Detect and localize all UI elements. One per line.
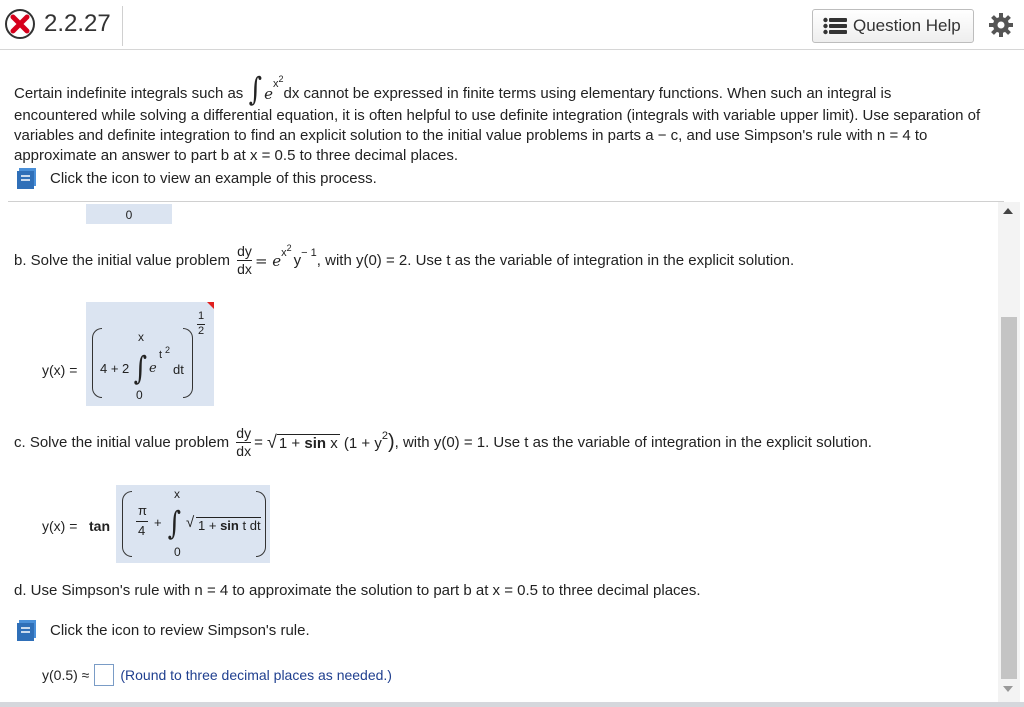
lower-limit: 0	[174, 545, 181, 559]
plus-sign: +	[154, 515, 162, 530]
answer-input[interactable]	[94, 664, 114, 686]
book-icon[interactable]	[14, 166, 40, 190]
four-denominator: 4	[138, 523, 146, 538]
question-number: 2.2.27	[44, 10, 111, 37]
sqrt-text-2: x	[330, 434, 338, 452]
scroll-up-arrow-icon[interactable]	[1003, 208, 1013, 214]
part-b-y-exp: − 1	[301, 246, 317, 259]
question-help-button[interactable]	[812, 9, 974, 43]
part-b-lead: 4 + 2	[100, 361, 130, 376]
factor-exp: 2	[381, 429, 388, 442]
integral-symbol: ∫	[249, 70, 263, 108]
part-c-prefix: c. Solve the initial value problem	[14, 434, 230, 451]
lower-limit: 0	[136, 388, 143, 402]
right-paren	[183, 328, 193, 398]
sqrt-text-1: 1 +	[278, 434, 301, 452]
part-c-answer-box[interactable]	[116, 485, 270, 563]
integral-symbol: ∫	[133, 349, 148, 387]
round-note: (Round to three decimal places as needed.)	[120, 667, 392, 683]
part-a-answer-tail: 0	[86, 204, 172, 224]
intro-exp-power: 2	[278, 74, 284, 84]
left-paren	[122, 491, 132, 557]
review-link-row[interactable]	[14, 618, 310, 642]
part-c-solution-label: y(x) =	[42, 518, 78, 534]
scroll-down-arrow-icon[interactable]	[1003, 686, 1013, 692]
header-divider	[122, 6, 123, 46]
intro-body: encountered while solving a differential equation, it is often helpful to use definite integration (integrals with variable upper limit). Use separation of variables and definite integration to find an explicit solution to the initial value problems in parts a − c, and use Simpson's rule with n = 4 to approximate an answer to part b at x = 0.5 to three decimal places.	[14, 107, 981, 164]
pi-numerator: π	[138, 503, 147, 518]
dy-text: dy	[237, 243, 252, 259]
part-b-e: e	[149, 361, 157, 376]
sin-word: sin	[304, 434, 327, 452]
intro-pre: Certain indefinite integrals such as	[14, 85, 244, 102]
factor-close: )	[387, 431, 395, 453]
part-b-exp-x: x	[281, 246, 287, 259]
example-link-row[interactable]	[14, 166, 377, 190]
incorrect-x-icon	[4, 8, 36, 40]
part-d-question: d. Use Simpson's rule with n = 4 to approximate the solution to part b at x = 0.5 to three decimal places.	[14, 582, 701, 599]
question-help-label: Question Help	[853, 16, 961, 35]
part-b-dt: dt	[173, 362, 184, 377]
integral-symbol: ∫	[167, 504, 182, 542]
part-b-eq: = e	[254, 251, 282, 270]
book-icon[interactable]	[14, 618, 40, 642]
intro-post: dx cannot be expressed in finite terms using elementary functions. When such an integral is	[283, 85, 892, 102]
dx-text: dx	[236, 443, 252, 459]
part-b-t: t	[159, 349, 163, 361]
part-c-question	[14, 426, 872, 459]
power-numerator: 1	[198, 310, 205, 322]
sqrt-symbol: √	[186, 514, 195, 531]
example-link-text[interactable]: Click the icon to view an example of this process.	[50, 169, 377, 187]
intro-exponent	[273, 74, 284, 94]
part-b-exponent	[281, 242, 292, 259]
part-b-suffix: , with y(0) = 2. Use t as the variable of integration in the explicit solution.	[316, 252, 795, 269]
intro-first-line	[14, 68, 1014, 108]
question-parts-scroll-area[interactable]	[0, 202, 998, 702]
upper-limit: x	[138, 330, 144, 344]
incorrect-marker	[207, 302, 214, 309]
part-b-t-exp: 2	[165, 345, 171, 355]
part-c-suffix: , with y(0) = 1. Use t as the variable of integration in the explicit solution.	[394, 434, 872, 451]
list-icon	[823, 17, 847, 35]
sqrt-content	[277, 434, 340, 452]
part-b-exp-2: 2	[286, 242, 292, 253]
dy-text: dy	[236, 425, 252, 441]
question-header	[0, 0, 1024, 50]
intro-text	[14, 68, 1014, 166]
right-paren	[256, 491, 266, 557]
part-b-prefix: b. Solve the initial value problem	[14, 252, 230, 269]
dy-dx-fraction	[236, 426, 251, 459]
vertical-scrollbar[interactable]	[998, 202, 1020, 702]
power-denominator: 2	[198, 325, 205, 337]
integrand-2: t dt	[242, 518, 261, 533]
part-d-answer-row	[42, 664, 392, 686]
factor-paren	[344, 431, 382, 454]
part-c-eq: =	[254, 434, 263, 451]
part-b-y: y	[293, 252, 302, 269]
part-b-answer-box[interactable]	[86, 302, 214, 406]
gear-icon[interactable]	[988, 12, 1014, 38]
intro-exp-x: x	[273, 78, 279, 90]
tan-label: tan	[89, 518, 110, 534]
part-b-question	[14, 244, 794, 277]
sqrt-symbol: √	[267, 432, 277, 452]
review-link-text[interactable]: Click the icon to review Simpson's rule.	[50, 621, 310, 639]
upper-limit: x	[174, 487, 180, 501]
integrand	[196, 517, 261, 533]
scroll-thumb[interactable]	[1001, 317, 1017, 679]
intro-base: e	[264, 85, 274, 103]
part-b-solution-label: y(x) =	[42, 362, 78, 378]
integrand-1: 1 +	[198, 518, 217, 533]
factor-open: (1 + y	[343, 435, 382, 452]
dx-text: dx	[237, 261, 252, 277]
dy-dx-fraction	[237, 244, 252, 277]
y-label: y(0.5) ≈	[42, 667, 90, 683]
bottom-strip	[0, 702, 1024, 707]
integrand-sin: sin	[220, 518, 239, 533]
